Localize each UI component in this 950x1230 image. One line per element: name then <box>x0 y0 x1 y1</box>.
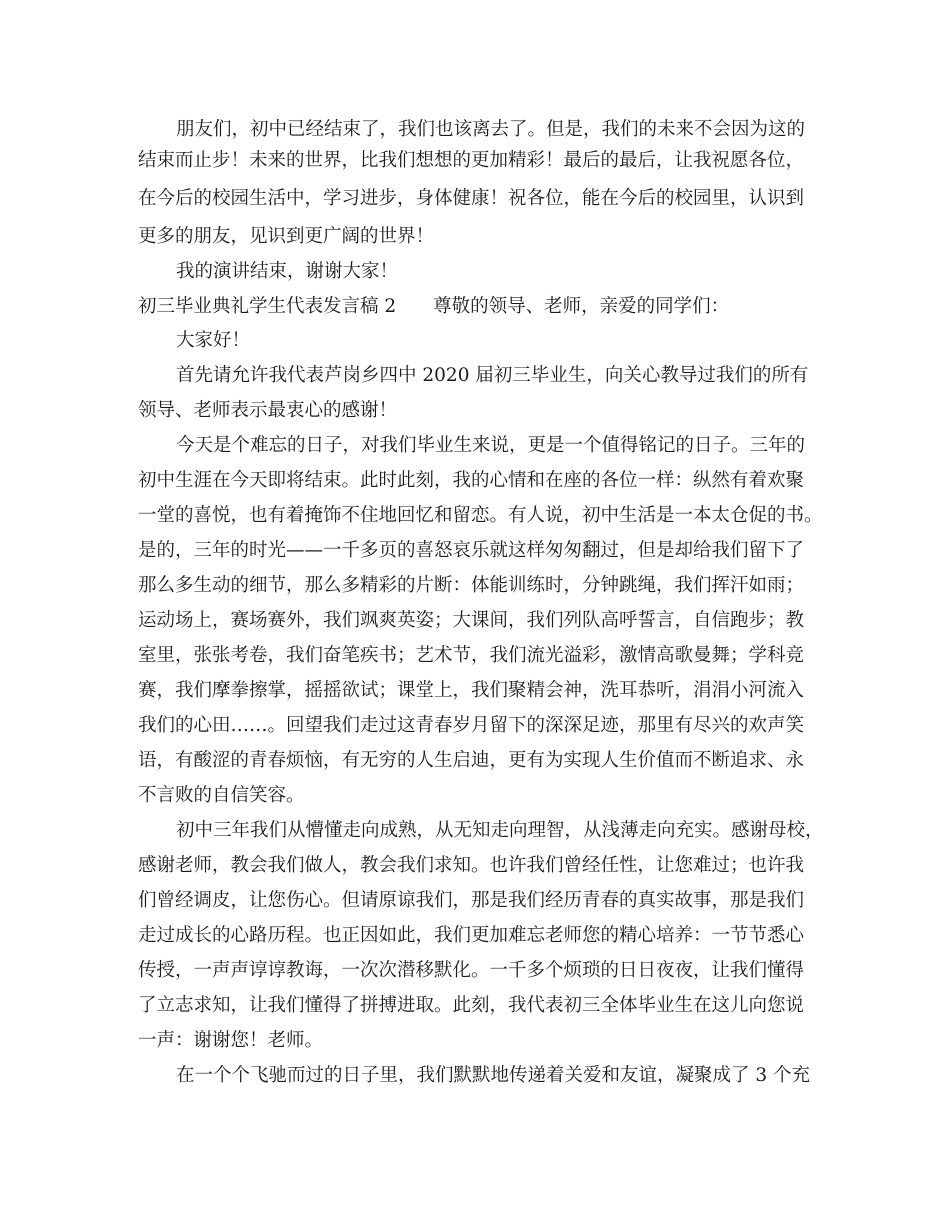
text-line: 初中三年我们从懵懂走向成熟，从无知走向理智，从浅薄走向充实。感谢母校， <box>176 820 824 841</box>
text-line: 室里，张张考卷，我们奋笔疾书；艺术节，我们流光溢彩，激情高歌曼舞；学科竞 <box>138 645 805 666</box>
text-line: 运动场上，赛场赛外，我们飒爽英姿；大课间，我们列队高呼誓言，自信跑步；教 <box>138 610 805 631</box>
text-line: 更多的朋友，见识到更广阔的世界！ <box>138 226 435 247</box>
text-line: 一声：谢谢您！老师。 <box>138 1030 324 1051</box>
text-line: 领导、老师表示最衷心的感谢！ <box>138 400 398 421</box>
text-line: 们曾经调皮，让您伤心。但请原谅我们，那是我们经历青春的真实故事，那是我们 <box>138 890 805 911</box>
text-line: 朋友们，初中已经结束了，我们也该离去了。但是，我们的未来不会因为这的 <box>176 119 806 140</box>
text-line: 在今后的校园生活中，学习进步，身体健康！祝各位，能在今后的校园里，认识到 <box>138 188 805 209</box>
text-line: 赛，我们摩拳擦掌，摇摇欲试；课堂上，我们聚精会神，洗耳恭听，涓涓小河流入 <box>138 680 805 701</box>
text-line: 今天是个难忘的日子，对我们毕业生来说，更是一个值得铭记的日子。三年的 <box>176 435 806 456</box>
text-line: 首先请允许我代表芦岗乡四中 2020 届初三毕业生，向关心教导过我们的所有 <box>176 365 809 386</box>
text-line: 传授，一声声谆谆教诲，一次次潜移默化。一千多个烦琐的日日夜夜，让我们懂得 <box>138 960 805 981</box>
text-line: 初中生涯在今天即将结束。此时此刻，我的心情和在座的各位一样：纵然有着欢聚 <box>138 470 805 491</box>
text-line: 在一个个飞驰而过的日子里，我们默默地传递着关爱和友谊，凝聚成了 3 个充 <box>176 1065 811 1086</box>
text-line: 那么多生动的细节，那么多精彩的片断：体能训练时，分钟跳绳，我们挥汗如雨； <box>138 575 805 596</box>
text-line: 是的，三年的时光——一千多页的喜怒哀乐就这样匆匆翻过，但是却给我们留下了 <box>138 540 805 561</box>
text-line: 不言败的自信笑容。 <box>138 785 305 806</box>
text-line: 语，有酸涩的青春烦恼，有无穷的人生启迪，更有为实现人生价值而不断追求、永 <box>138 750 805 771</box>
text-line: 我们的心田……。回望我们走过这青春岁月留下的深深足迹，那里有尽兴的欢声笑 <box>138 715 805 736</box>
text-line: 一堂的喜悦，也有着掩饰不住地回忆和留恋。有人说，初中生活是一本太仓促的书。 <box>138 505 823 526</box>
text-line: 感谢老师，教会我们做人，教会我们求知。也许我们曾经任性，让您难过；也许我 <box>138 855 805 876</box>
text-line: 我的演讲结束，谢谢大家！ <box>176 261 399 282</box>
text-line: 结束而止步！未来的世界，比我们想想的更加精彩！最后的最后，让我祝愿各位， <box>138 150 805 171</box>
text-line: 走过成长的心路历程。也正因如此，我们更加难忘老师您的精心培养：一节节悉心 <box>138 925 805 946</box>
text-line: 大家好！ <box>176 330 251 351</box>
section-heading: 初三毕业典礼学生代表发言稿 2 尊敬的领导、老师，亲爱的同学们： <box>138 296 730 317</box>
text-line: 了立志求知，让我们懂得了拼搏进取。此刻，我代表初三全体毕业生在这儿向您说 <box>138 995 805 1016</box>
